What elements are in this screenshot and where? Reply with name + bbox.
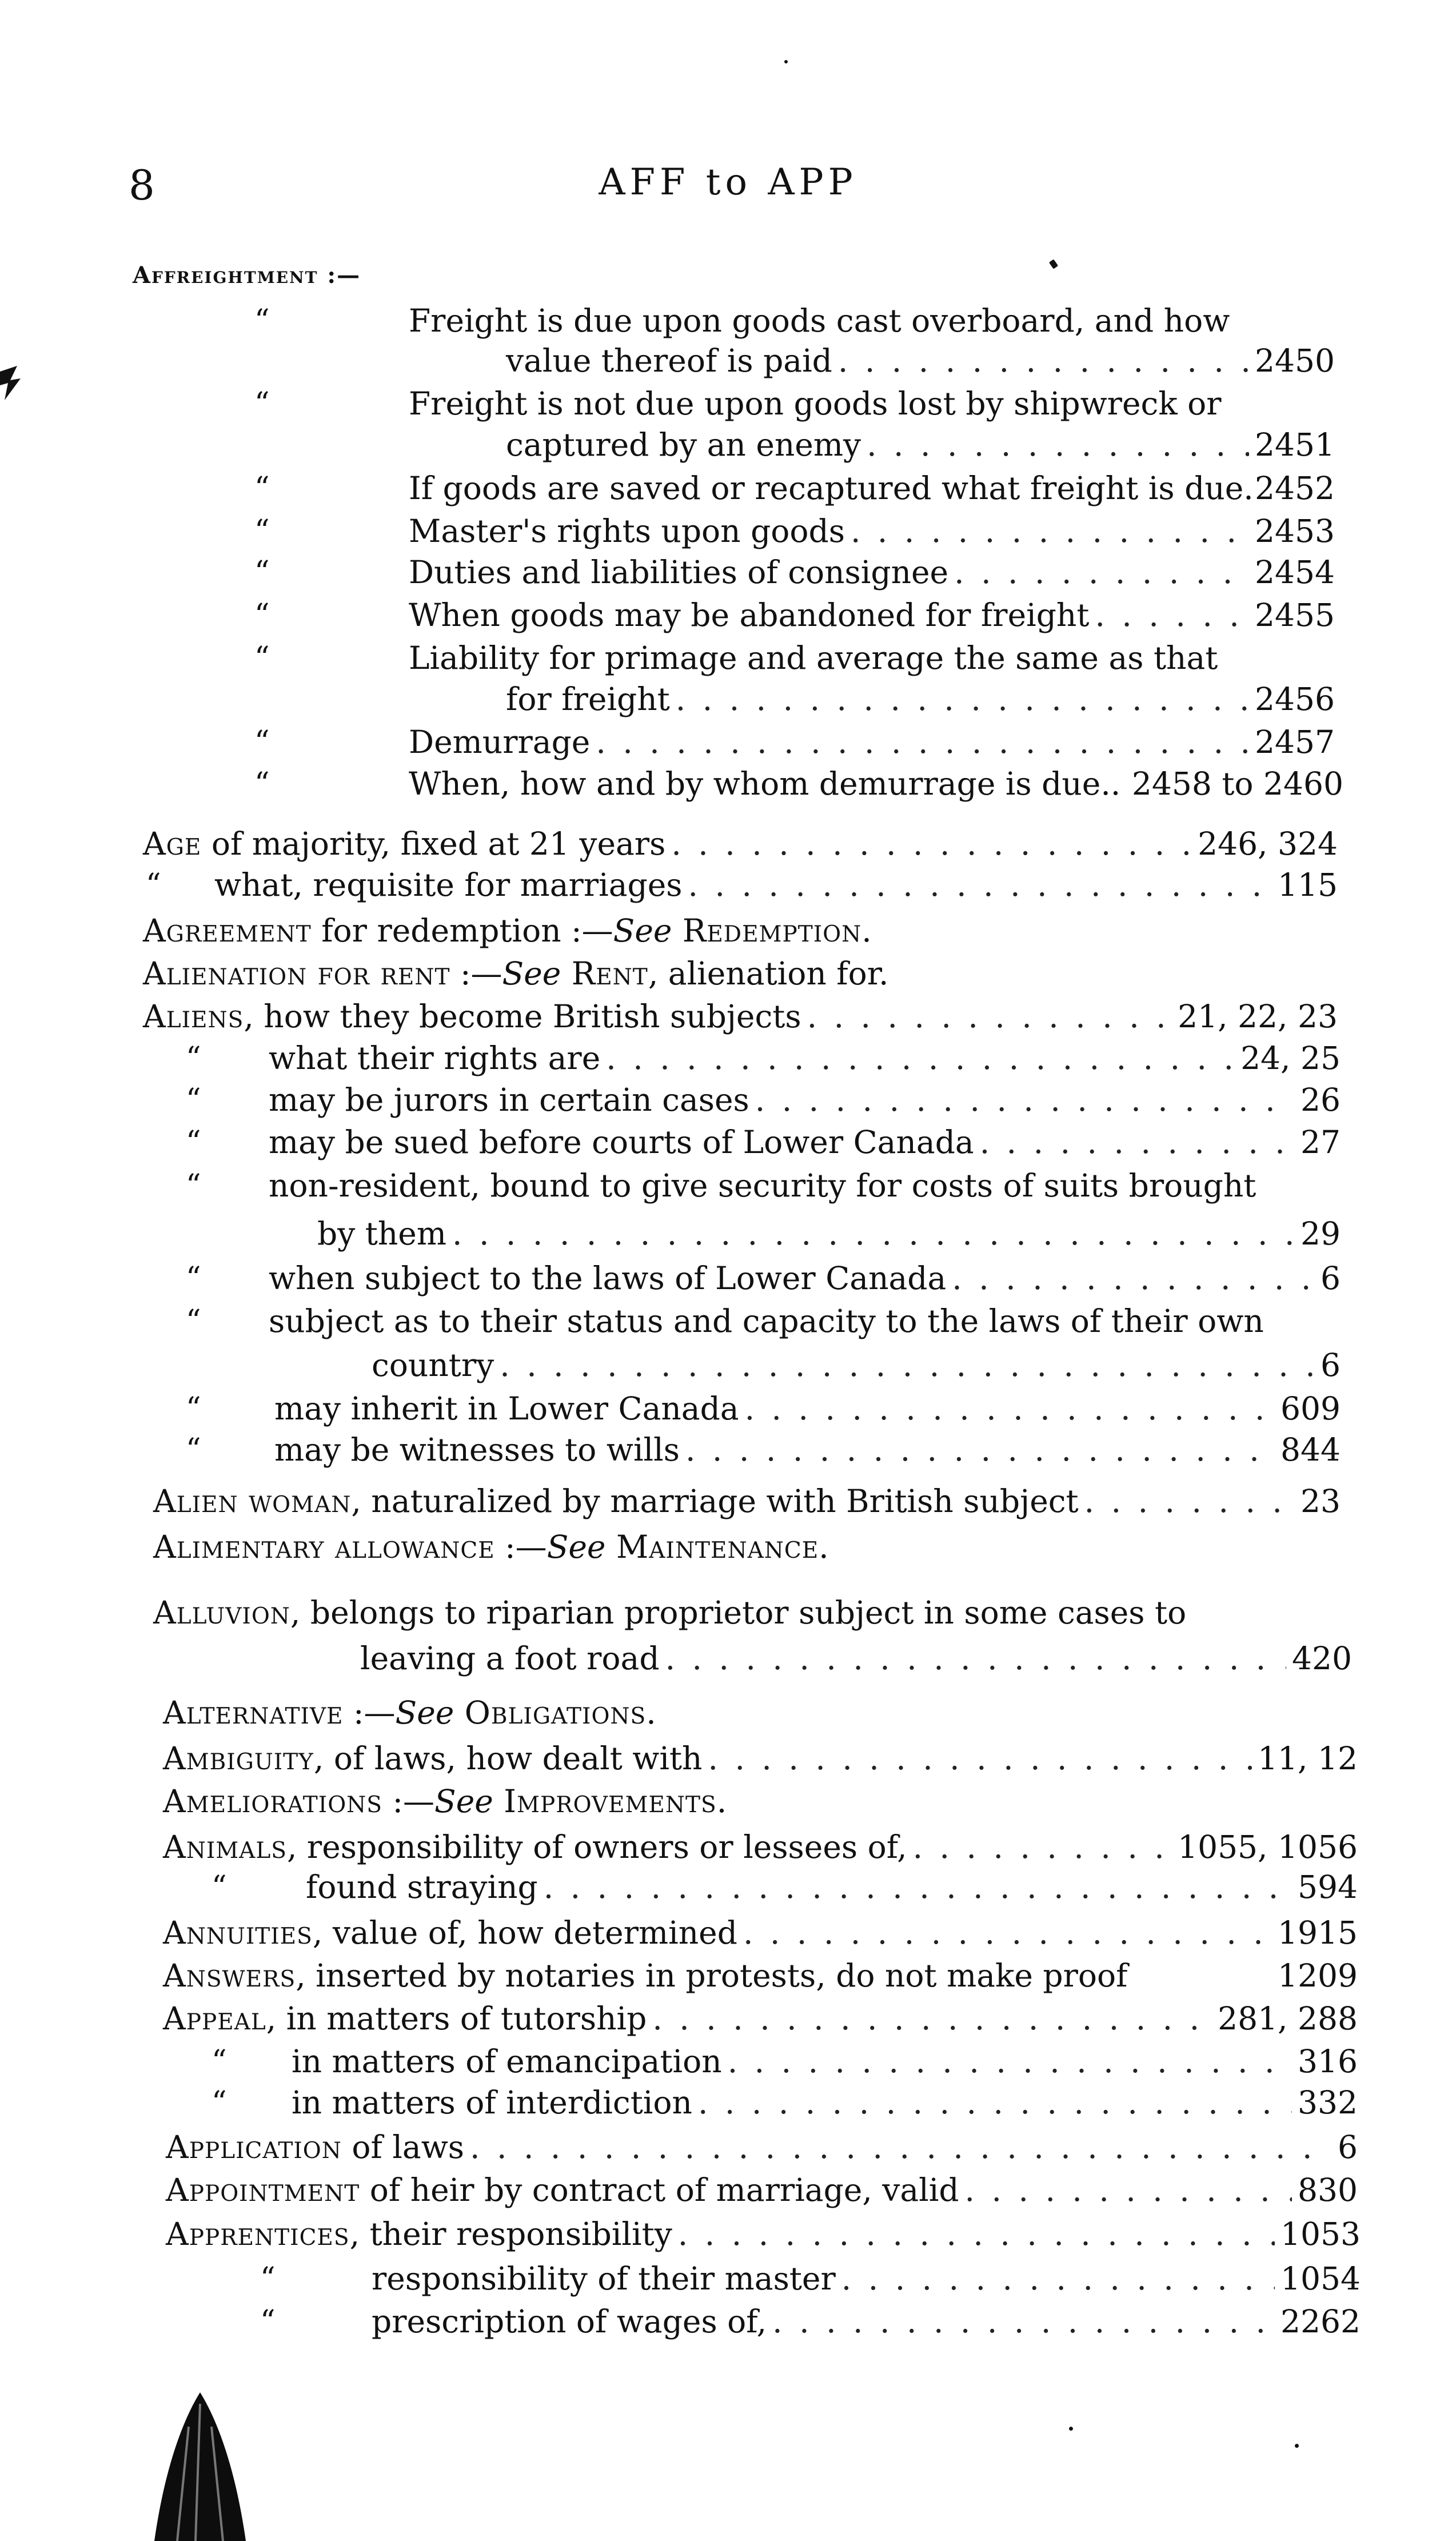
index-entry-appointment: Appointment of heir by contract of marriage, valid . . . 830: [166, 2169, 1358, 2211]
page-reference: 2454: [1255, 554, 1335, 591]
page-reference: 1915: [1278, 1914, 1358, 1951]
leader-dots: [665, 1638, 1286, 1679]
index-entry: leaving a foot road . . . 420: [360, 1638, 1352, 1679]
ditto-mark: “: [186, 1125, 201, 1159]
leader-dots: [913, 1826, 1172, 1868]
page-reference: 2453: [1255, 513, 1335, 549]
ditto-mark: “: [260, 2304, 276, 2339]
index-entry-alimentary: Alimentary allowance :—See Maintenance.: [153, 1529, 829, 1565]
ditto-mark: “: [254, 555, 270, 589]
index-entry: may be witnesses to wills . . . 844: [274, 1429, 1341, 1470]
leader-dots: [1084, 1481, 1295, 1522]
leader-dots: [685, 1429, 1275, 1470]
index-entry-ambiguity: Ambiguity, of laws, how dealt with . . . 11, 12: [163, 1738, 1358, 1779]
index-entry-age: Age of majority, fixed at 21 years . . . 246, 324: [143, 823, 1338, 864]
ditto-mark: “: [186, 1391, 201, 1426]
leader-dots: [470, 2127, 1332, 2168]
ditto-mark: “: [254, 641, 270, 675]
index-entry: Duties and liabilities of consignee . . . 2454: [409, 552, 1335, 593]
ditto-mark: “: [254, 471, 270, 505]
leader-dots: [952, 1258, 1315, 1299]
index-entry: may be jurors in certain cases . . . 26: [269, 1079, 1341, 1120]
page-reference: 2452: [1255, 470, 1335, 506]
page-reference: 844: [1281, 1431, 1341, 1468]
index-entry-line: Freight is not due upon goods lost by shipwreck or: [409, 385, 1222, 422]
ditto-mark: “: [186, 1083, 201, 1117]
leader-dots: [500, 1345, 1315, 1386]
index-entry: in matters of emancipation . . . 316: [292, 2041, 1358, 2082]
scan-mark-icon: [0, 366, 23, 400]
index-entry: When goods may be abandoned for freight . . . 2455: [409, 595, 1335, 636]
ditto-mark: “: [254, 598, 270, 632]
ditto-mark: “: [186, 1041, 201, 1075]
index-entry-apprentices: Apprentices, their responsibility . . . 1053: [166, 2213, 1361, 2255]
leader-dots: [807, 996, 1172, 1037]
index-entry: for freight . . . 2456: [506, 679, 1335, 720]
ditto-mark: “: [254, 514, 270, 548]
page-reference: 2455: [1255, 597, 1335, 633]
index-entry: When, how and by whom demurrage is due.. 2458 to 2460: [409, 763, 1343, 804]
index-entry: prescription of wages of, . . . 2262: [372, 2301, 1361, 2342]
page-reference: 830: [1298, 2172, 1358, 2208]
page-reference: 2456: [1255, 681, 1335, 717]
scan-speck: [1295, 2444, 1299, 2448]
leader-dots: [980, 1122, 1295, 1163]
page-number: 8: [129, 161, 155, 209]
leader-dots: [867, 424, 1249, 465]
ditto-mark: “: [212, 2044, 227, 2079]
leader-dots: [698, 2082, 1292, 2123]
page-reference: 6: [1338, 2129, 1358, 2165]
page-reference: 1055, 1056: [1178, 1829, 1358, 1865]
page-reference: 1054: [1281, 2260, 1361, 2297]
index-entry-ameliorations: Ameliorations :—See Improvements.: [163, 1783, 728, 1820]
page-reference: 246, 324: [1198, 825, 1338, 862]
ditto-mark: “: [260, 2261, 276, 2296]
index-entry: by them . . . 29: [317, 1213, 1341, 1254]
index-entry-line: Liability for primage and average the same as that: [409, 640, 1218, 676]
page-reference: 6: [1321, 1260, 1341, 1297]
ditto-mark: “: [186, 1261, 201, 1295]
leader-dots: [772, 2301, 1275, 2342]
scan-speck: [1069, 2427, 1073, 2431]
ditto-mark: “: [186, 1433, 201, 1467]
index-entry-line: non-resident, bound to give security for costs of suits brought: [269, 1167, 1256, 1204]
page-reference: 2458 to 2460: [1131, 765, 1343, 802]
leader-dots: [745, 1388, 1275, 1429]
index-entry-annuities: Annuities, value of, how determined . . . 1915: [163, 1912, 1358, 1953]
scan-speck: [784, 60, 788, 63]
page-reference: 2457: [1255, 724, 1335, 760]
leader-dots: [678, 2213, 1275, 2255]
page-reference: 2450: [1255, 342, 1335, 379]
leader-dots: [841, 2258, 1275, 2299]
index-entry: Master's rights upon goods . . . 2453: [409, 510, 1335, 552]
page-reference: 27: [1301, 1124, 1341, 1160]
index-entry: If goods are saved or recaptured what freight is due. 2452: [409, 468, 1335, 509]
page-reference: 6: [1321, 1347, 1341, 1383]
running-head: AFF to APP: [599, 161, 857, 204]
index-entry-line: subject as to their status and capacity to the laws of their own: [269, 1303, 1264, 1339]
ditto-mark: “: [212, 2085, 227, 2120]
page-reference: 1053: [1281, 2216, 1361, 2252]
page-reference: 23: [1301, 1483, 1341, 1519]
page-reference: 594: [1298, 1869, 1358, 1905]
page-reference: 2262: [1281, 2303, 1361, 2340]
index-heading-affreightment: Affreightment :—: [133, 262, 361, 289]
index-entry-alienation: Alienation for rent :—See Rent, alienation for.: [143, 955, 889, 992]
leader-dots: [596, 721, 1249, 763]
page-reference: 332: [1298, 2084, 1358, 2121]
leader-dots: [708, 1738, 1252, 1779]
leader-dots: [851, 510, 1249, 552]
index-entry-agreement: Agreement for redemption :—See Redemption.: [143, 912, 872, 949]
leader-dots: [838, 340, 1249, 381]
index-entry-alluvion: Alluvion, belongs to riparian proprietor subject in some cases to: [153, 1594, 1187, 1631]
leader-dots: [743, 1912, 1272, 1953]
leader-dots: [728, 2041, 1292, 2082]
leader-dots: [652, 1998, 1212, 2039]
ink-blot-icon: [154, 2392, 246, 2541]
ditto-mark: “: [254, 304, 270, 338]
leader-dots: [954, 552, 1249, 593]
ditto-mark: “: [186, 1168, 201, 1203]
page-reference: 24, 25: [1240, 1040, 1341, 1076]
page-reference: 316: [1298, 2043, 1358, 2080]
ditto-mark: “: [254, 767, 270, 801]
page-reference: 609: [1281, 1390, 1341, 1427]
index-entry: Demurrage . . . 2457: [409, 721, 1335, 763]
index-entry: what their rights are . . . 24, 25: [269, 1038, 1341, 1079]
index-entry: captured by an enemy . . . 2451: [506, 424, 1335, 465]
leader-dots: [544, 1866, 1292, 1908]
ditto-mark: “: [186, 1304, 201, 1338]
index-entry-alien-woman: Alien woman, naturalized by marriage with British subject . . . 23: [153, 1481, 1341, 1522]
index-entry-appeal: Appeal, in matters of tutorship . . . 281, 288: [163, 1998, 1358, 2039]
page-reference: 26: [1301, 1082, 1341, 1118]
ditto-mark: “: [212, 1870, 227, 1904]
page-reference: 11, 12: [1258, 1740, 1358, 1777]
index-entry: may be sued before courts of Lower Canada . . . 27: [269, 1122, 1341, 1163]
index-entry: may inherit in Lower Canada . . . 609: [274, 1388, 1341, 1429]
index-entry-alternative: Alternative :—See Obligations.: [163, 1694, 657, 1731]
index-entry: in matters of interdiction . . . 332: [292, 2082, 1358, 2123]
leader-dots: [1095, 595, 1249, 636]
leader-dots: [452, 1213, 1295, 1254]
page-reference: 420: [1292, 1640, 1352, 1677]
leader-dots: [965, 2169, 1292, 2211]
page-reference: 29: [1301, 1215, 1341, 1252]
index-entry: found straying . . . 594: [306, 1866, 1358, 1908]
ditto-mark: “: [254, 386, 270, 421]
page-reference: 2451: [1255, 426, 1335, 463]
leader-dots: [676, 679, 1249, 720]
page-reference: 21, 22, 23: [1178, 998, 1338, 1035]
leader-dots: [671, 823, 1192, 864]
page-reference: 115: [1278, 867, 1338, 903]
index-entry-answers: Answers, inserted by notaries in protests, do not make proof 1209: [163, 1955, 1358, 1996]
index-entry: responsibility of their master . . . 1054: [372, 2258, 1361, 2299]
index-entry-line: Freight is due upon goods cast overboard, and how: [409, 302, 1230, 339]
index-entry-animals: Animals, responsibility of owners or lessees of, . . . 1055, 1056: [163, 1826, 1358, 1868]
index-entry: what, requisite for marriages . . . 115: [214, 864, 1338, 905]
index-entry-aliens: Aliens, how they become British subjects . . . 21, 22, 23: [143, 996, 1338, 1037]
leader-dots: [755, 1079, 1295, 1120]
index-entry-application: Application of laws . . . 6: [166, 2127, 1358, 2168]
ditto-mark: “: [254, 725, 270, 759]
page-reference: 281, 288: [1218, 2000, 1358, 2037]
page-reference: 1209: [1278, 1957, 1358, 1994]
index-entry: country . . . 6: [372, 1345, 1341, 1386]
ditto-mark: “: [146, 868, 161, 902]
index-entry: value thereof is paid . . . 2450: [506, 340, 1335, 381]
index-entry: when subject to the laws of Lower Canada . . . 6: [269, 1258, 1341, 1299]
leader-dots: [606, 1038, 1235, 1079]
leader-dots: [688, 864, 1272, 905]
